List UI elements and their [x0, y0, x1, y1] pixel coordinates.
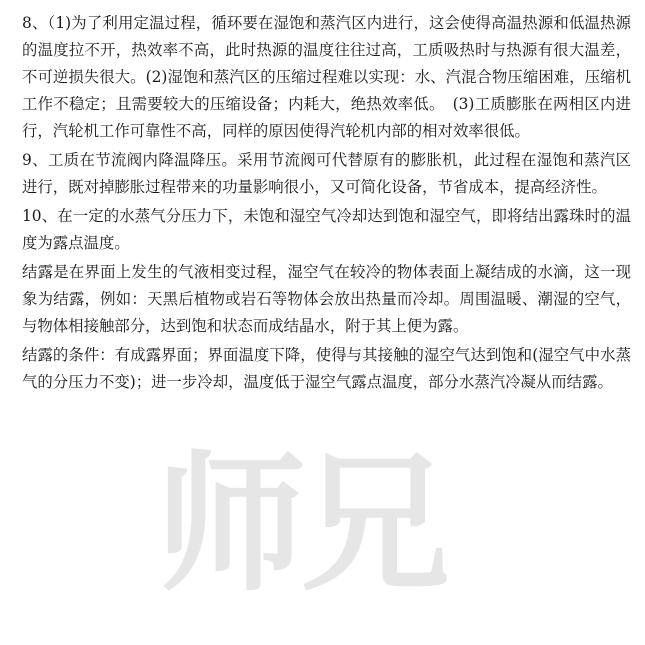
paragraph-answer-8: 8、（1)为了利用定温过程，循环要在湿饱和蒸汽区内进行，这会使得高温热源和低温热源的温度拉不开，热效率不高，此时热源的温度往往过高，工质吸热时与热源有很大温差，不可逆损失很大。(2)湿饱和蒸汽区的压缩过程难以实现：水、汽混合物压缩困难，压缩机工作不稳定；且需要较大的压缩设备；内耗大，绝热效率低。 (3)工质膨胀在两相区内进行，汽轮机工作可靠性不高，同样的原因使得汽轮机内部的相对效率很低。: [22, 14, 631, 140]
paragraph-answer-9: 9、工质在节流阀内降温降压。采用节流阀可代替原有的膨胀机，此过程在湿饱和蒸汽区进行，既对掉膨胀过程带来的功量影响很小，又可简化设备，节省成本，提高经济性。: [22, 151, 631, 196]
paragraph-answer-10: 10、在一定的水蒸气分压力下，未饱和湿空气冷却达到饱和湿空气，即将结出露珠时的温度为露点温度。: [22, 207, 631, 252]
paragraph-condensation-conditions: 结露的条件：有成露界面；界面温度下降，使得与其接触的湿空气达到饱和(湿空气中水蒸气的分压力不变)；进一步冷却，温度低于湿空气露点温度，部分水蒸汽冷凝从而结露。: [22, 346, 631, 391]
watermark: 师兄: [155, 438, 444, 612]
paragraph-condensation-definition: 结露是在界面上发生的气液相变过程，湿空气在较冷的物体表面上凝结成的水滴，这一现象为结露，例如：天黑后植物或岩石等物体会放出热量而冷却。周围温暖、潮湿的空气，与物体相接触部分，达到饱和状态而成结晶水，附于其上便为露。: [22, 263, 631, 335]
